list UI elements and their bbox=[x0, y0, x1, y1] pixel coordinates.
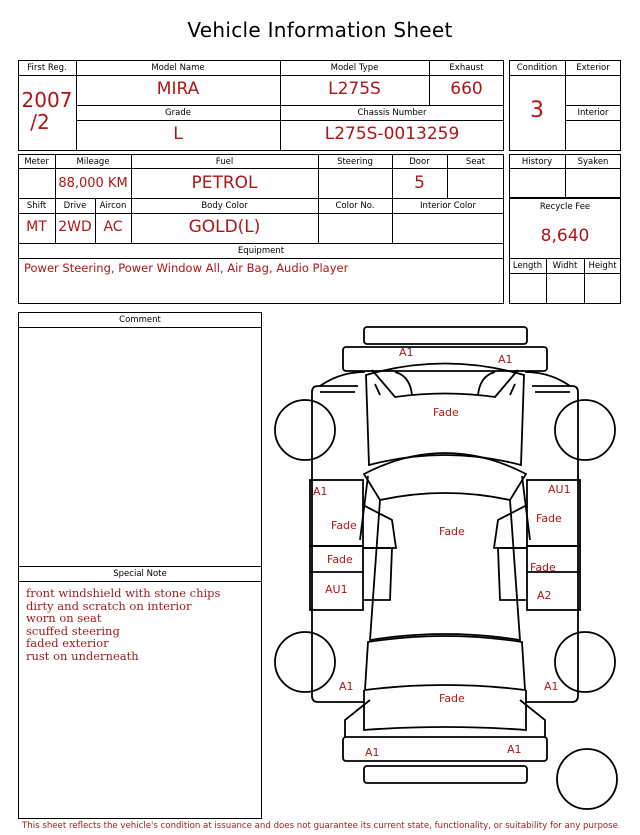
special-note-item: rust on underneath bbox=[26, 649, 139, 663]
roof-mark: Fade bbox=[439, 525, 465, 538]
first-reg-month: /2 bbox=[30, 110, 50, 134]
width-label: Widht bbox=[552, 261, 578, 271]
exhaust-label: Exhaust bbox=[449, 63, 484, 73]
fuel-value: PETROL bbox=[191, 173, 258, 193]
left-side-outline bbox=[312, 386, 364, 702]
rear-window bbox=[365, 636, 525, 690]
front-bumper-top bbox=[364, 327, 527, 344]
first-reg-label: First Reg. bbox=[27, 63, 67, 73]
syaken-label: Syaken bbox=[577, 157, 609, 167]
special-note-item: worn on seat bbox=[26, 611, 102, 625]
special-note-item: faded exterior bbox=[26, 636, 109, 650]
left-rear-door-fade-mark: Fade bbox=[327, 553, 353, 566]
page-title: Vehicle Information Sheet bbox=[187, 18, 453, 42]
wheel-front-left bbox=[275, 400, 335, 460]
comment-label: Comment bbox=[119, 315, 161, 325]
door-label: Door bbox=[409, 157, 430, 167]
special-note-label: Special Note bbox=[113, 569, 167, 579]
condition-label: Condition bbox=[516, 63, 558, 73]
special-note-item: front windshield with stone chips bbox=[26, 586, 221, 600]
mileage-value: 88,000 KM bbox=[58, 176, 128, 191]
special-note-item: scuffed steering bbox=[26, 624, 120, 638]
color-no-label: Color No. bbox=[335, 201, 375, 211]
wheel-front-right bbox=[555, 400, 615, 460]
left-front-door-mark: Fade bbox=[331, 519, 357, 532]
wheel-rear-right bbox=[555, 632, 615, 692]
rear-bumper-right-mark: A1 bbox=[507, 743, 522, 756]
first-reg-year: 2007 bbox=[21, 88, 73, 112]
chassis-number-label: Chassis Number bbox=[357, 108, 427, 118]
meter-label: Meter bbox=[24, 157, 49, 167]
exterior-label: Exterior bbox=[576, 63, 610, 73]
height-label: Height bbox=[588, 261, 617, 271]
shift-value: MT bbox=[26, 219, 47, 235]
right-rear-quarter-mark: A1 bbox=[544, 680, 559, 693]
right-rear-door-a2-mark: A2 bbox=[537, 589, 552, 602]
special-note-item: dirty and scratch on interior bbox=[26, 599, 192, 613]
shift-label: Shift bbox=[26, 201, 47, 211]
right-rear-door-fade-mark: Fade bbox=[530, 561, 556, 574]
body-color-value: GOLD(L) bbox=[188, 217, 261, 237]
equipment-value: Power Steering, Power Window All, Air Bag, Audio Player bbox=[24, 261, 349, 275]
front-bumper-left-mark: A1 bbox=[399, 346, 414, 359]
drive-value: 2WD bbox=[58, 219, 92, 235]
model-name-label: Model Name bbox=[151, 63, 205, 73]
interior-label: Interior bbox=[577, 108, 609, 118]
car-damage-diagram bbox=[265, 320, 635, 820]
body-color-label: Body Color bbox=[201, 201, 248, 211]
right-side-outline bbox=[526, 386, 578, 702]
spare-wheel bbox=[557, 749, 617, 809]
condition-value: 3 bbox=[530, 98, 544, 123]
right-rear-door bbox=[527, 546, 580, 610]
recycle-fee-table bbox=[509, 198, 621, 304]
left-rear-door-au1-mark: AU1 bbox=[325, 583, 348, 596]
left-front-fender-mark: A1 bbox=[313, 485, 328, 498]
length-label: Length bbox=[512, 261, 543, 271]
aircon-value: AC bbox=[103, 219, 123, 235]
chassis-number-value: L275S-0013259 bbox=[324, 124, 460, 144]
model-name-value: MIRA bbox=[156, 79, 200, 99]
model-type-value: L275S bbox=[328, 79, 381, 99]
rear-bumper-left-mark: A1 bbox=[365, 746, 380, 759]
front-bumper bbox=[343, 347, 547, 371]
aircon-label: Aircon bbox=[99, 201, 127, 211]
equipment-label: Equipment bbox=[237, 246, 285, 256]
fuel-label: Fuel bbox=[215, 157, 234, 167]
recycle-fee-label: Recycle Fee bbox=[539, 202, 591, 212]
drive-label: Drive bbox=[63, 201, 87, 211]
trunk-mark: Fade bbox=[439, 692, 465, 705]
interior-color-label: Interior Color bbox=[420, 201, 476, 211]
hood-mark: Fade bbox=[433, 406, 459, 419]
door-value: 5 bbox=[414, 173, 425, 193]
right-front-door-mark: Fade bbox=[536, 512, 562, 525]
right-front-fender-mark: AU1 bbox=[548, 483, 571, 496]
model-type-label: Model Type bbox=[330, 63, 379, 73]
rear-bumper-bottom bbox=[364, 766, 527, 783]
grade-label: Grade bbox=[165, 108, 191, 118]
steering-label: Steering bbox=[337, 157, 373, 167]
recycle-fee-value: 8,640 bbox=[540, 226, 590, 246]
wheel-rear-left bbox=[275, 632, 335, 692]
disclaimer-footer: This sheet reflects the vehicle's condition at issuance and does not guarantee its current state, functionality, or suitability for any purpose bbox=[22, 821, 618, 831]
exhaust-value: 660 bbox=[450, 79, 483, 99]
left-rear-quarter-mark: A1 bbox=[339, 680, 354, 693]
seat-label: Seat bbox=[465, 157, 486, 167]
history-label: History bbox=[521, 157, 553, 167]
grade-value: L bbox=[173, 124, 183, 144]
front-bumper-right-mark: A1 bbox=[498, 353, 513, 366]
mileage-label: Mileage bbox=[76, 157, 110, 167]
